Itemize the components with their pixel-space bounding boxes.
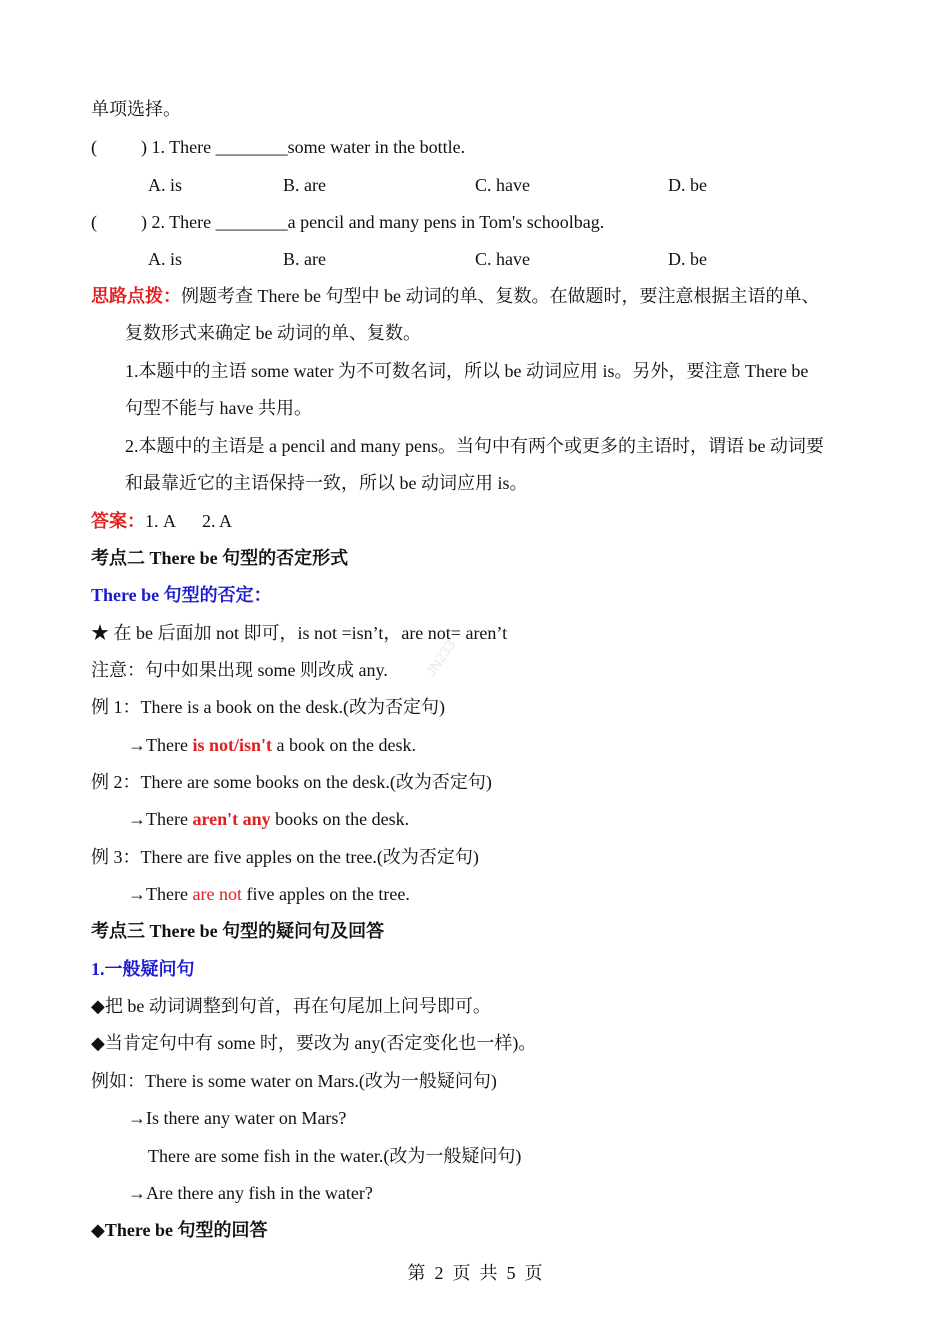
hint-point-1-line-1: 1.本题中的主语 some water 为不可数名词，所以 be 动词应用 is。另外，要注意 There be [125, 361, 809, 381]
highlight: aren't any [192, 809, 271, 829]
highlight: is not/isn't [192, 735, 272, 755]
question-example-2: There are some fish in the water.(改为一般疑问句) [148, 1146, 522, 1166]
option-b: B. are [283, 249, 326, 269]
answer-blank-paren: ( [91, 137, 97, 157]
hint-label: 思路点拨： [91, 286, 181, 306]
answer-suffix: a book on the desk. [272, 735, 416, 755]
hint-point-2-line-2: 和最靠近它的主语保持一致，所以 be 动词应用 is。 [125, 473, 528, 493]
option-b: B. are [283, 175, 326, 195]
answer-blank-paren: ( [91, 212, 97, 232]
answer-label: 答案： [91, 511, 145, 531]
option-a: A. is [148, 175, 183, 195]
question-2 [91, 207, 604, 237]
highlight: are not [192, 884, 242, 904]
negation-note: 注意：句中如果出现 some 则改成 any. [91, 660, 388, 680]
question-1 [91, 132, 465, 162]
answer-text: 1. A 2. A [145, 511, 233, 531]
question-example-1-answer: →Is there any water on Mars? [128, 1108, 347, 1128]
question-rule-1: ◆把 be 动词调整到句首，再在句尾加上问号即可。 [91, 996, 491, 1016]
option-d: D. be [668, 249, 707, 269]
answer-line [91, 506, 232, 536]
page-footer: 第 2 页 共 5 页 [407, 1263, 543, 1283]
answer-prefix: →There [128, 735, 193, 755]
option-c: C. have [475, 249, 530, 269]
question-2-text: ) 2. There ________a pencil and many pens in Tom's schoolbag. [141, 212, 605, 232]
intro-text: 单项选择。 [91, 99, 181, 119]
hint-line-2: 复数形式来确定 be 动词的单、复数。 [125, 323, 421, 343]
answer-prefix: →There [128, 809, 193, 829]
option-a: A. is [148, 249, 183, 269]
question-rule-2: ◆当肯定句中有 some 时，要改为 any(否定变化也一样)。 [91, 1033, 537, 1053]
hint-line-1 [91, 281, 819, 311]
section-2-subtitle: There be 句型的否定： [91, 585, 272, 605]
example-3-answer [128, 879, 410, 909]
hint-point-2-line-1: 2.本题中的主语是 a pencil and many pens。当句中有两个或更多的主语时，谓语 be 动词要 [125, 436, 824, 456]
hint-point-1-line-2: 句型不能与 have 共用。 [125, 398, 312, 418]
question-2-options [148, 244, 848, 274]
question-example-2-answer: →Are there any fish in the water? [128, 1183, 373, 1203]
example-2-answer [128, 804, 409, 834]
question-example-1: 例如：There is some water on Mars.(改为一般疑问句) [91, 1071, 497, 1091]
example-1-question: 例 1：There is a book on the desk.(改为否定句) [91, 697, 445, 717]
answer-prefix: →There [128, 884, 193, 904]
watermark: JN233 [422, 636, 459, 680]
hint-text: 例题考查 There be 句型中 be 动词的单、复数。在做题时，要注意根据主语的单、 [181, 286, 820, 306]
example-2-question: 例 2：There are some books on the desk.(改为否定句) [91, 772, 492, 792]
answer-section-title: ◆There be 句型的回答 [91, 1220, 268, 1240]
example-1-answer [128, 730, 416, 760]
answer-suffix: books on the desk. [270, 809, 410, 829]
option-c: C. have [475, 175, 530, 195]
question-1-options [148, 170, 848, 200]
option-d: D. be [668, 175, 707, 195]
answer-suffix: five apples on the tree. [241, 884, 410, 904]
section-2-title: 考点二 There be 句型的否定形式 [91, 548, 349, 568]
question-1-text: ) 1. There ________some water in the bottle. [141, 137, 466, 157]
example-3-question: 例 3：There are five apples on the tree.(改为否定句) [91, 847, 479, 867]
negation-rule: ★ 在 be 后面加 not 即可，is not =isn’t，are not= aren’t [91, 623, 508, 643]
section-3-title: 考点三 There be 句型的疑问句及回答 [91, 921, 385, 941]
section-3-subtitle: 1.一般疑问句 [91, 959, 195, 979]
